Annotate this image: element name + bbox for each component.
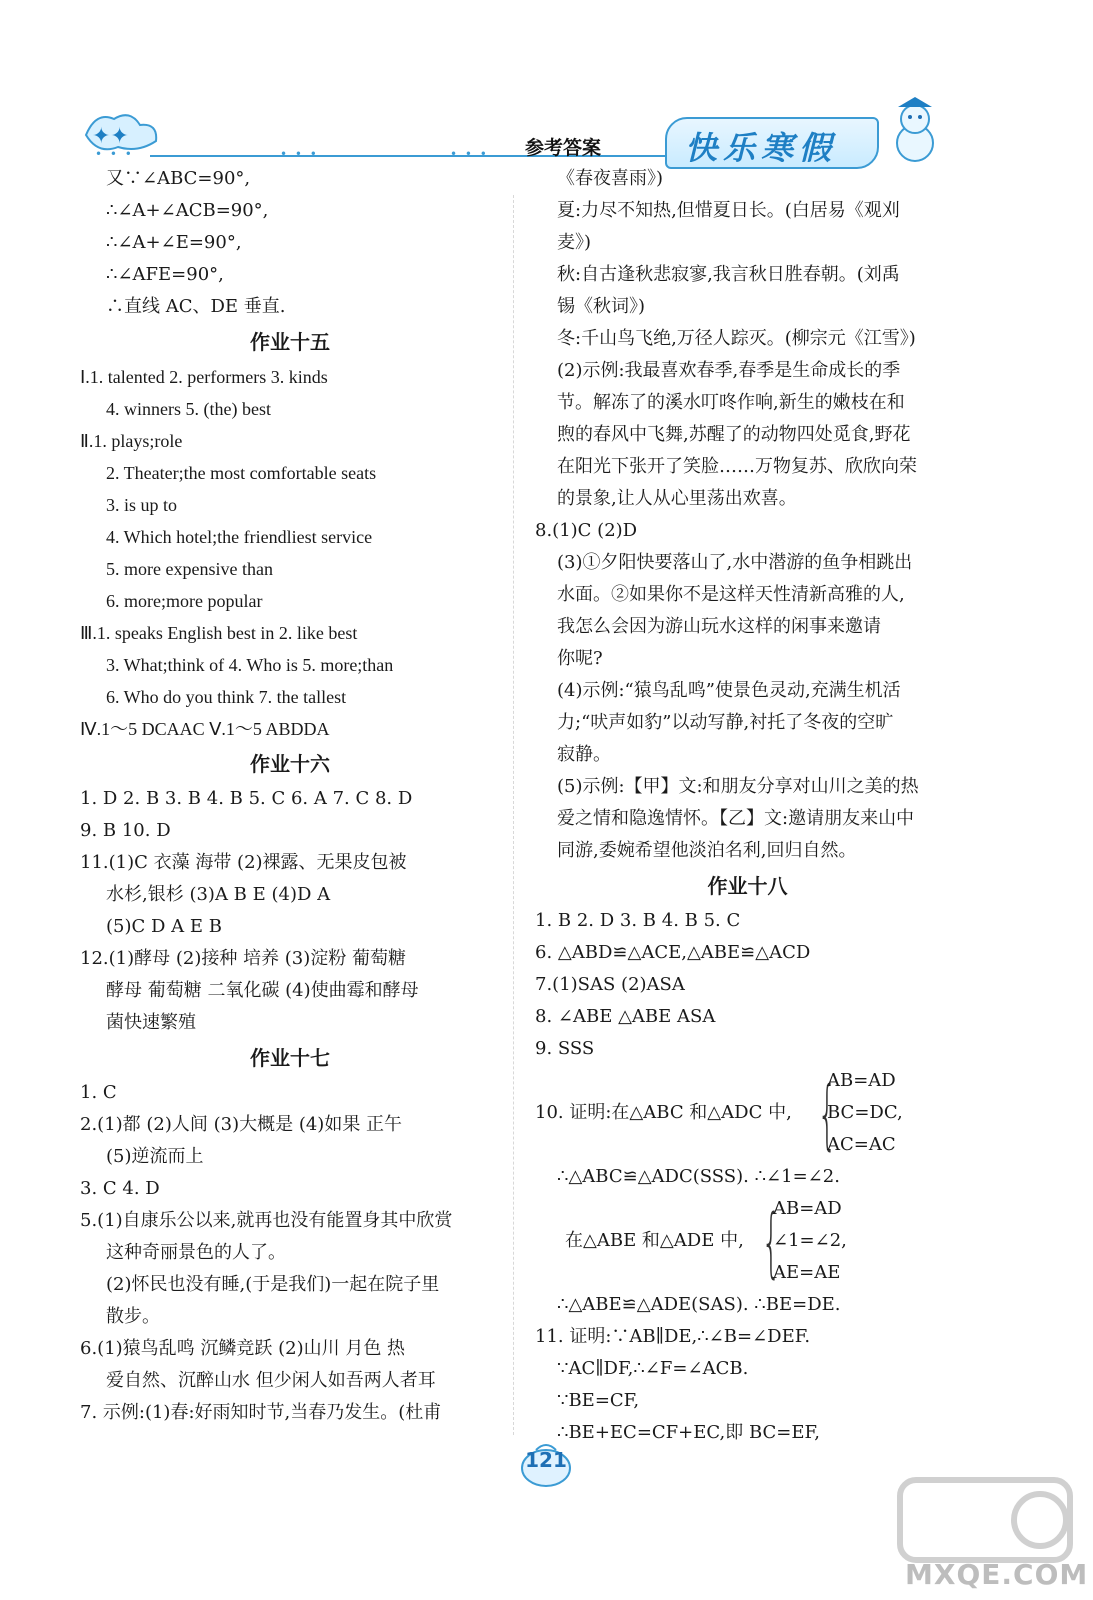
section-heading: 作业十五 [250, 330, 330, 354]
answer-line: 6. Who do you think 7. the tallest [106, 687, 347, 707]
answer-line: (3)①夕阳快要落山了,水中潜游的鱼争相跳出 [557, 552, 913, 573]
answer-line: 煦的春风中飞舞,苏醒了的动物四处觅食,野花 [557, 424, 911, 445]
section-heading: 作业十八 [707, 874, 788, 898]
answer-line: ∵BE=CF, [557, 1390, 640, 1411]
answer-line: 7.(1)SAS (2)ASA [535, 974, 685, 995]
header-dots: • • • [450, 147, 489, 161]
page-header [0, 95, 1093, 170]
answer-line: 的景象,让人从心里荡出欢喜。 [557, 488, 797, 509]
answer-line: 冬:千山鸟飞绝,万径人踪灭。(柳宗元《江雪》) [557, 328, 916, 349]
header-dots: • • • [280, 147, 319, 161]
answer-line: 我怎么会因为游山玩水这样的闲事来邀请 [557, 616, 881, 637]
header-banner [665, 117, 879, 169]
banner-text: 快乐寒假 [685, 129, 838, 167]
answer-line: 7. 示例:(1)春:好雨知时节,当春乃发生。(杜甫 [80, 1402, 442, 1423]
answer-line: 5. more expensive than [106, 559, 273, 579]
answer-line: 在阳光下张开了笑脸……万物复苏、欣欣向荣 [557, 456, 917, 477]
answer-line: 爱之情和隐逸情怀。【乙】文:邀请朋友来山中 [557, 808, 915, 829]
answer-line: Ⅳ.1～5 DCAAC Ⅴ.1～5 ABDDA [80, 719, 330, 739]
answer-line: (2)怀民也没有睡,(于是我们)一起在院子里 [106, 1274, 440, 1295]
answer-line: ∴∠A+∠ACB=90°, [106, 200, 269, 221]
answer-line: 3. C 4. D [80, 1178, 160, 1199]
answer-line: 9. SSS [535, 1038, 595, 1059]
answer-line: 4. winners 5. (the) best [106, 399, 271, 419]
answer-line: 秋:自古逢秋悲寂寥,我言秋日胜春朝。(刘禹 [557, 264, 900, 285]
answer-line: 3. is up to [106, 495, 178, 515]
answer-line: 你呢? [557, 648, 603, 669]
brace-icon: { [817, 1069, 837, 1158]
answer-line: 2.(1)都 (2)人间 (3)大概是 (4)如果 正午 [80, 1114, 403, 1135]
answer-line: 6. more;more popular [106, 591, 263, 611]
answer-line: 1. D 2. B 3. B 4. B 5. C 6. A 7. C 8. D [80, 788, 413, 809]
proof-10-conclusion: ∴△ABC≌△ADC(SSS). ∴∠1=∠2. [557, 1166, 840, 1187]
answer-line: (4)示例:“猿鸟乱鸣”使景色灵动,充满生机活 [557, 680, 901, 701]
proof-10-label: 10. 证明:在△ABC 和△ADC 中, [535, 1102, 792, 1123]
answer-line: 又∵∠ABC=90°, [106, 168, 251, 189]
answer-line: (2)示例:我最喜欢春季,春季是生命成长的季 [557, 360, 901, 381]
answer-line: 锡《秋词》) [557, 296, 646, 317]
column-divider [513, 195, 515, 1435]
left-column [80, 163, 500, 1429]
page-number-badge [516, 1440, 576, 1490]
answer-line: ∵AC∥DF,∴∠F=∠ACB. [557, 1358, 749, 1379]
answer-line: 9. B 10. D [80, 820, 171, 841]
answer-line: (5)示例:【甲】文:和朋友分享对山川之美的热 [557, 776, 919, 797]
condition-line: AB=AD [773, 1198, 842, 1219]
answer-line: 酵母 葡萄糖 二氧化碳 (4)使曲霉和酵母 [106, 980, 419, 1001]
answer-line: 麦》) [557, 232, 592, 253]
answer-line: ∴∠AFE=90°, [106, 264, 224, 285]
answer-line: 水杉,银杉 (3)A B E (4)D A [106, 884, 331, 905]
proof-10-conditions-2 [773, 1193, 847, 1289]
answer-line: 散步。 [106, 1306, 160, 1327]
answer-line: ∴BE+EC=CF+EC,即 BC=EF, [557, 1422, 820, 1443]
answer-line: 菌快速繁殖 [106, 1012, 196, 1033]
proof-10-label-2: 在△ABE 和△ADE 中, [565, 1230, 744, 1251]
header-title: 参考答案 [525, 137, 602, 159]
answer-line: Ⅰ.1. talented 2. performers 3. kinds [80, 367, 328, 387]
page-number: 121 [525, 1448, 567, 1472]
answer-line: 同游,委婉希望他淡泊名利,回归自然。 [557, 840, 857, 861]
answer-line: 夏:力尽不知热,但惜夏日长。(白居易《观刈 [557, 200, 900, 221]
answer-line: 1. B 2. D 3. B 4. B 5. C [535, 910, 741, 931]
section-heading: 作业十七 [250, 1046, 330, 1070]
answer-line: 寂静。 [557, 744, 611, 765]
answer-line: 水面。②如果你不是这样天性清新高雅的人, [557, 584, 905, 605]
proof-10-system [535, 1065, 960, 1161]
answer-line: ∴∠A+∠E=90°, [106, 232, 242, 253]
answer-line: 这种奇丽景色的人了。 [106, 1242, 286, 1263]
answer-line: 5.(1)自康乐公以来,就再也没有能置身其中欣赏 [80, 1210, 453, 1231]
proof-10-conditions [827, 1065, 903, 1161]
answer-line: 6. △ABD≌△ACE,△ABE≌△ACD [535, 942, 811, 963]
answer-line: 12.(1)酵母 (2)接种 培养 (3)淀粉 葡萄糖 [80, 948, 407, 969]
right-top-block [535, 163, 960, 1065]
right-bottom-block [535, 1289, 960, 1449]
right-column [535, 163, 960, 1449]
answer-line: 6.(1)猿鸟乱鸣 沉鳞竞跃 (2)山川 月色 热 [80, 1338, 406, 1359]
answer-line: 4. Which hotel;the friendliest service [106, 527, 373, 547]
brace-icon: { [761, 1197, 781, 1286]
svg-text:✦✦: ✦✦ [92, 124, 129, 149]
answer-line: (5)逆流而上 [106, 1146, 204, 1167]
snowman-mascot-icon [880, 95, 950, 165]
condition-line: ∠1=∠2, [773, 1230, 847, 1251]
proof-10-system-2 [535, 1193, 960, 1289]
answer-line: 8. ∠ABE △ABE ASA [535, 1006, 716, 1027]
answer-line: Ⅱ.1. plays;role [80, 431, 183, 451]
answer-line: (5)C D A E B [106, 916, 222, 937]
watermark-text: MXQE.COM [905, 1558, 1089, 1591]
condition-line: AC=AC [827, 1134, 896, 1155]
answer-line: 《春夜喜雨》) [557, 168, 664, 189]
condition-line: BC=DC, [827, 1102, 903, 1123]
answer-line: ∴直线 AC、DE 垂直. [106, 296, 286, 317]
answer-line: 8.(1)C (2)D [535, 520, 638, 541]
answer-line: 11. 证明:∵AB∥DE,∴∠B=∠DEF. [535, 1326, 811, 1347]
condition-line: AE=AE [773, 1262, 841, 1283]
answer-line: Ⅲ.1. speaks English best in 2. like best [80, 623, 358, 643]
answer-line: 2. Theater;the most comfortable seats [106, 463, 377, 483]
answer-line: 力;“吠声如豹”以动写静,衬托了冬夜的空旷 [557, 712, 894, 733]
answer-line: 11.(1)C 衣藻 海带 (2)裸露、无果皮包被 [80, 852, 407, 873]
answer-line: ∴△ABE≌△ADE(SAS). ∴BE=DE. [557, 1294, 841, 1315]
answer-line: 爱自然、沉醉山水 但少闲人如吾两人者耳 [106, 1370, 436, 1391]
answer-line: 节。解冻了的溪水叮咚作响,新生的嫩枝在和 [557, 392, 905, 413]
answer-line: 3. What;think of 4. Who is 5. more;than [106, 655, 394, 675]
condition-line: AB=AD [827, 1070, 896, 1091]
section-heading: 作业十六 [250, 752, 330, 776]
answer-line: 1. C [80, 1082, 117, 1103]
header-dots: • • • [95, 147, 134, 161]
